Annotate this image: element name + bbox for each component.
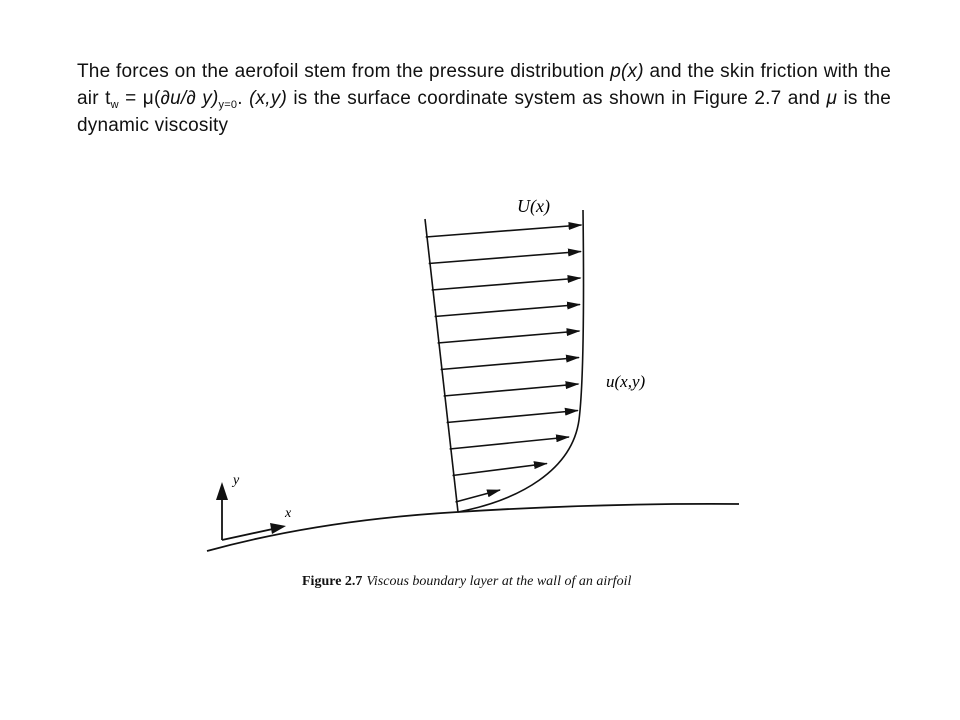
velocity-arrow: [435, 305, 580, 317]
velocity-arrow: [432, 278, 581, 290]
velocity-gradient: ∂u/∂ y): [160, 88, 219, 109]
text-part-5: is the surface coordinate system as shown in Figure 2.7 and: [287, 88, 827, 109]
tau-subscript: w: [110, 99, 119, 111]
caption-label: Figure 2.7: [302, 574, 363, 589]
velocity-arrow: [441, 358, 579, 370]
velocity-arrow: [456, 490, 501, 502]
figure-caption: [302, 574, 631, 590]
axis-label-y: y: [233, 473, 240, 488]
text-part-2: and the skin friction with the air t: [77, 61, 891, 109]
velocity-arrow: [453, 464, 547, 476]
axes-indicator: [216, 482, 286, 540]
free-stream-velocity-label: U(x): [517, 196, 550, 216]
text-part-1: The forces on the aerofoil stem from the pressure distribution: [77, 61, 611, 82]
velocity-arrow: [444, 384, 579, 396]
caption-text: Viscous boundary layer at the wall of an airfoil: [366, 574, 632, 589]
velocity-arrow: [438, 331, 580, 343]
text-part-4: .: [237, 88, 250, 109]
velocity-arrow: [429, 252, 581, 264]
text-part-3: = μ(: [118, 88, 161, 109]
wall-subscript: y=0: [218, 99, 238, 111]
viscosity-symbol: μ: [826, 88, 838, 109]
velocity-arrow: [450, 437, 569, 449]
velocity-arrows: [426, 225, 582, 502]
velocity-arrow: [447, 411, 578, 423]
axis-label-x: x: [285, 506, 292, 521]
text-part-6: is the dynamic viscosity: [77, 88, 891, 136]
y-axis-arrowhead: [216, 482, 228, 500]
velocity-arrow: [426, 225, 582, 237]
pressure-symbol: p(x): [610, 61, 644, 82]
local-velocity-label: u(x,y): [606, 372, 646, 391]
coordinate-symbol: (x,y): [249, 88, 287, 109]
